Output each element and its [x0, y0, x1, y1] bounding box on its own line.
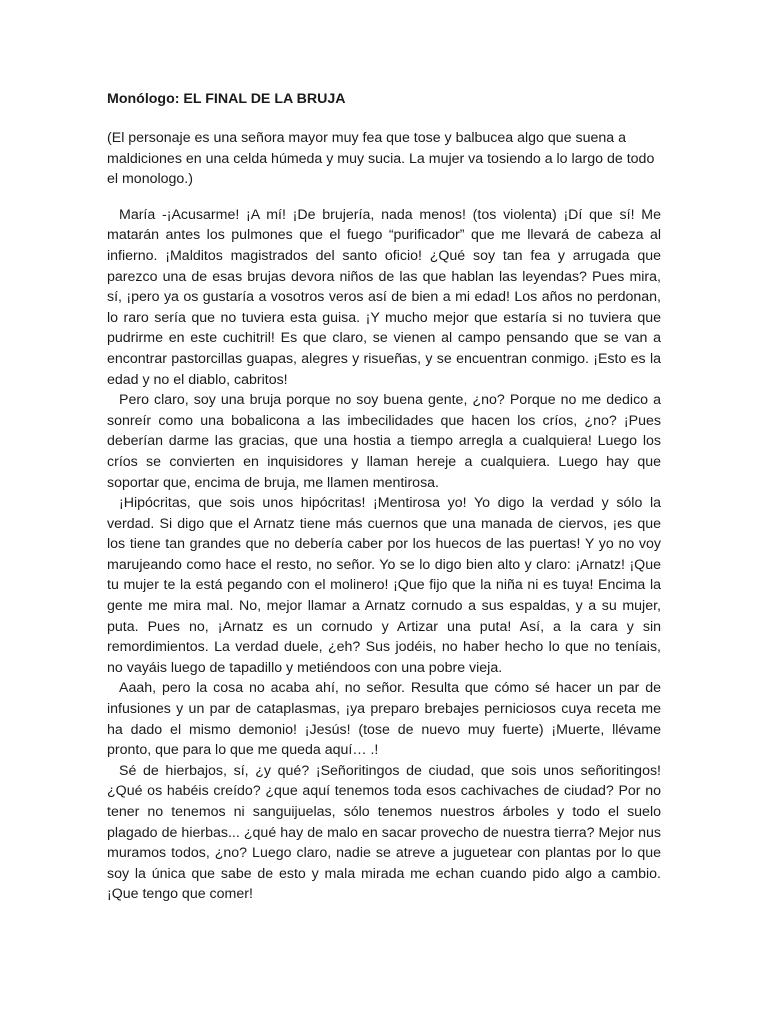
monologue-paragraph-3: ¡Hipócritas, que sois unos hipócritas! ¡Mentirosa yo! Yo digo la verdad y sólo la verdad. Si digo que el Arnatz tiene más cuernos que una manada de ciervos, ¡es que los tiene tan grandes que no debería caber por los huecos de las puertas! Y yo no voy marujeando como hace el resto, no señor. Yo se lo digo bien alto y claro: ¡Arnatz! ¡Que tu mujer te la está pegando con el molinero! ¡Que fijo que la niña ni es tuya! Encima la gente me mira mal. No, mejor llamar a Arnatz cornudo a sus espaldas, y a su mujer, puta. Pues no, ¡Arnatz es un cornudo y Artizar una puta! Así, a la cara y sin remordimientos. La verdad duele, ¿eh? Sus jodéis, no haber hecho lo que no teníais, no vayáis luego de tapadillo y metiéndoos con una pobre vieja.	[107, 495, 661, 676]
monologue-paragraph-4: Aaah, pero la cosa no acaba ahí, no señor. Resulta que cómo sé hacer un par de infusiones y un par de cataplasmas, ¡ya preparo brebajes perniciosos cuya receta me ha dado el mismo demonio! ¡Jesús! (tose de nuevo muy fuerte) ¡Muerte, llévame pronto, que para lo que me queda aquí… .!	[107, 680, 661, 759]
monologue-paragraph-5: Sé de hierbajos, sí, ¿y qué? ¡Señoritingos de ciudad, que sois unos señoritingos! ¿Qué os habéis creído? ¿que aquí tenemos toda esos cachivaches de ciudad? Por no tener no tenemos ni sanguijuelas, sólo tenemos nuestros árboles y todo el suelo plagado de hierbas... ¿qué hay de malo en sacar provecho de nuestra tierra? Mejor nus muramos todos, ¿no? Luego claro, nadie se atreve a juguetear con plantas por lo que soy la única que sabe de esto y mala mirada me echan cuando pido algo a cambio. ¡Que tengo que comer!	[107, 762, 661, 903]
monologue-paragraph-2: Pero claro, soy una bruja porque no soy buena gente, ¿no? Porque no me dedico a sonreír como una bobalicona a las imbecilidades que hacen los críos, ¿no? ¡Pues deberían darme las gracias, que una hostia a tiempo arregla a cualquiera! Luego los críos se convierten en inquisidores y llaman hereje a cualquiera. Luego hay que soportar que, encima de bruja, me llamen mentirosa.	[107, 392, 661, 491]
monologue-paragraph-1: María -¡Acusarme! ¡A mí! ¡De brujería, nada menos! (tos violenta) ¡Dí que sí! Me matarán antes los pulmones que el fuego “purificador” que me llevará de cabeza al infierno. ¡Malditos magistrados del santo oficio! ¿Qué soy tan fea y arrugada que parezco una de esas brujas devora niños de las que hablan las leyendas? Pues mira, sí, ¡pero ya os gustaría a vosotros veros así de bien a mi edad! Los años no perdonan, lo raro sería que no tuviera esta guisa. ¡Y mucho mejor que estaría si no tuviera que pudrirme en este cuchitril! Es que claro, se vienen al campo pensando que se van a encontrar pastorcillas guapas, alegres y risueñas, y se encuentran conmigo. ¡Esto es la edad y no el diablo, cabritos!	[107, 206, 661, 388]
document-page	[107, 88, 661, 905]
stage-directions: (El personaje es una señora mayor muy fea que tose y balbucea algo que suena a maldiciones en una celda húmeda y muy sucia. La mujer va tosiendo a lo largo de todo el monologo.)	[107, 130, 655, 188]
document-title: Monólogo: EL FINAL DE LA BRUJA	[107, 91, 346, 107]
